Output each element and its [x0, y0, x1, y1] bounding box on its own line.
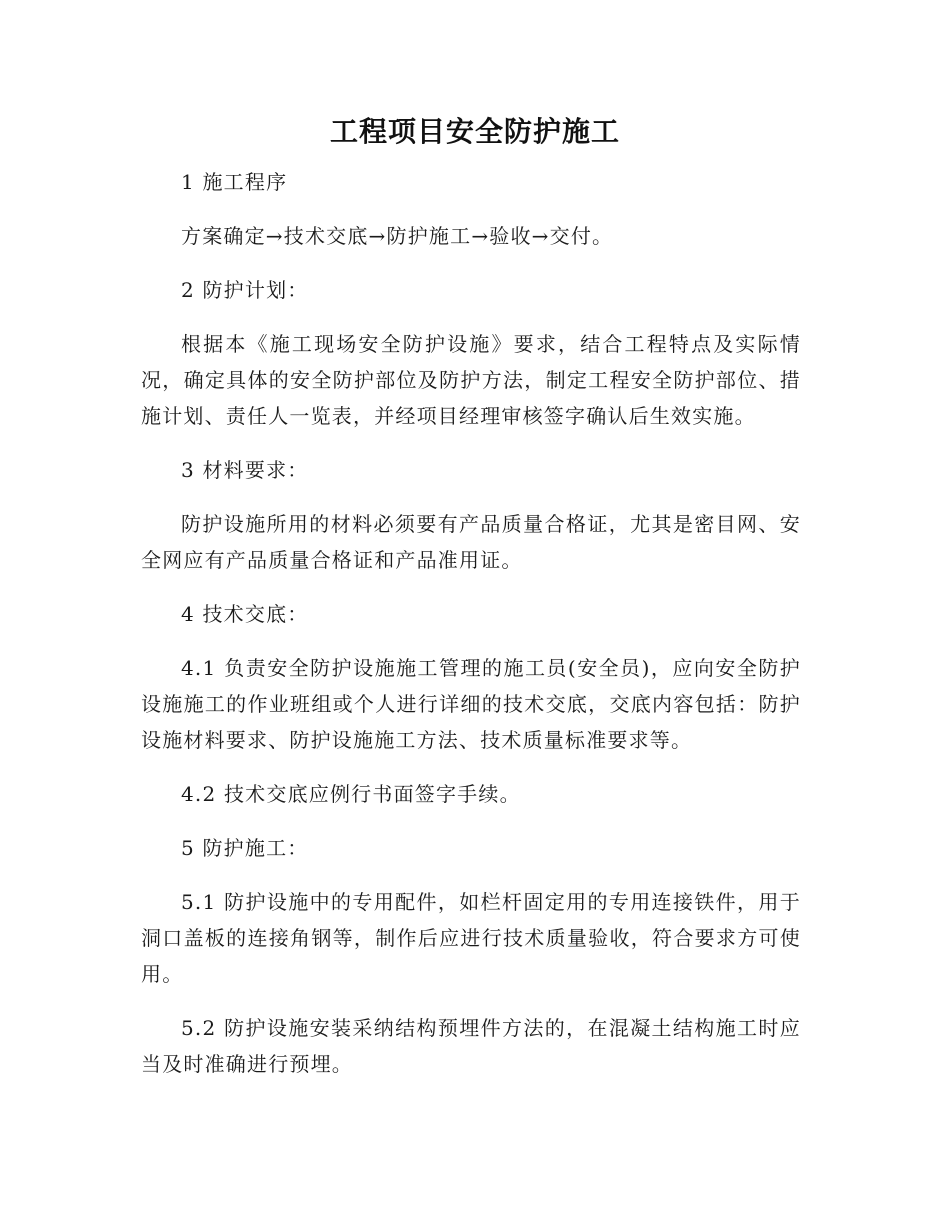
heading-technical-briefing: 4 技术交底：: [181, 602, 309, 626]
heading-material-requirements: 3 材料要求：: [181, 458, 309, 482]
paragraph-procedure-flow: 方案确定→技术交底→防护施工→验收→交付。: [181, 224, 614, 248]
paragraph-protection-construction-5-1: 5.1 防护设施中的专用配件，如栏杆固定用的专用连接铁件，用于洞口盖板的连接角钢等，制作后应进行技术质量验收，符合要求方可使用。: [141, 890, 801, 986]
heading-procedure: 1 施工程序: [181, 170, 288, 194]
paragraph-technical-briefing-4-2: 4.2 技术交底应例行书面签字手续。: [181, 782, 521, 806]
paragraph-protection-construction-5-2: 5.2 防护设施安装采纳结构预埋件方法的，在混凝土结构施工时应当及时准确进行预埋。: [141, 1016, 801, 1076]
document-title: 工程项目安全防护施工: [329, 115, 620, 148]
document-body: [141, 164, 801, 1100]
paragraph-technical-briefing-4-1: 4.1 负责安全防护设施施工管理的施工员(安全员)，应向安全防护设施施工的作业班组或个人进行详细的技术交底，交底内容包括：防护设施材料要求、防护设施施工方法、技术质量标准要求等。: [141, 656, 801, 752]
heading-protection-construction: 5 防护施工：: [181, 836, 309, 860]
heading-protection-plan: 2 防护计划：: [181, 278, 309, 302]
paragraph-material-requirements: 防护设施所用的材料必须要有产品质量合格证，尤其是密目网、安全网应有产品质量合格证和产品准用证。: [141, 512, 801, 572]
paragraph-protection-plan: 根据本《施工现场安全防护设施》要求，结合工程特点及实际情况，确定具体的安全防护部位及防护方法，制定工程安全防护部位、措施计划、责任人一览表，并经项目经理审核签字确认后生效实施。: [141, 332, 801, 428]
